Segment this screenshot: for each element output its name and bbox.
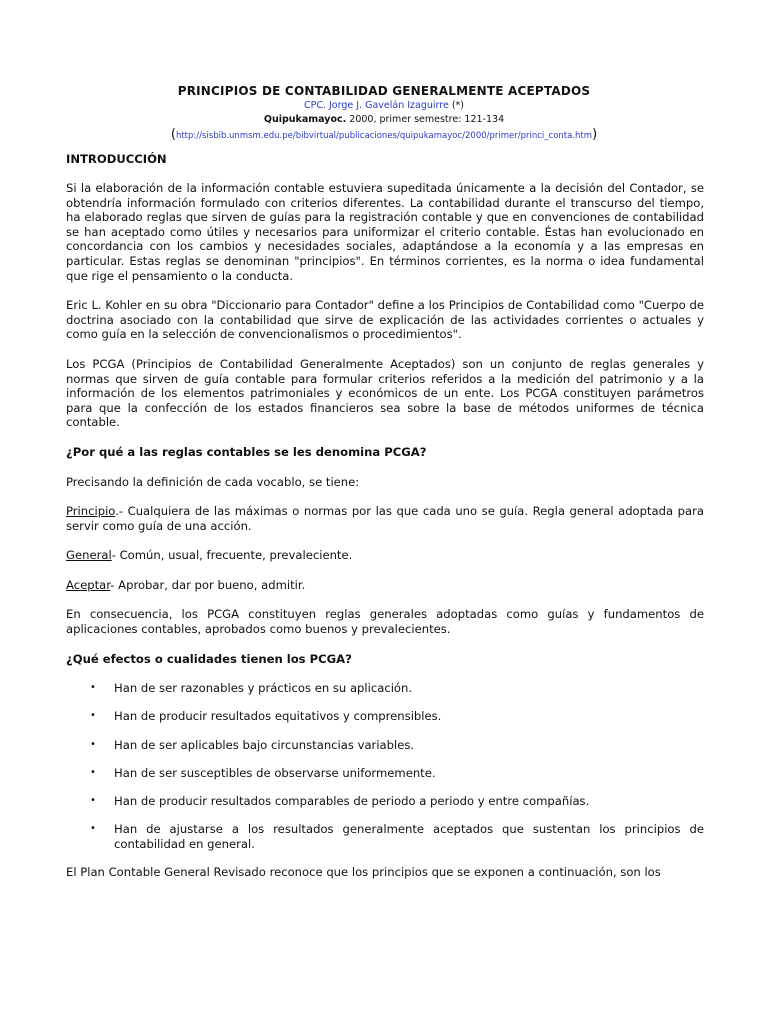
term-principio: Principio xyxy=(66,504,116,519)
url-close-paren: ) xyxy=(592,127,598,142)
list-item xyxy=(66,794,704,809)
list-item-text: Han de ser aplicables bajo circunstancias variables. xyxy=(114,737,415,752)
list-item-text: Han de ajustarse a los resultados generalmente aceptados que sustentan los principios de contabilidad en general. xyxy=(114,822,704,851)
bullet-icon: • xyxy=(90,766,96,778)
list-item xyxy=(66,681,704,696)
definition-principio xyxy=(66,504,704,533)
effects-list xyxy=(66,681,704,851)
document-body xyxy=(66,152,704,895)
list-item xyxy=(66,738,704,753)
intro-heading: INTRODUCCIÓN xyxy=(66,152,167,166)
bullet-icon: • xyxy=(90,823,96,835)
bullet-icon: • xyxy=(90,682,96,694)
source-url-line xyxy=(0,127,768,144)
author-line xyxy=(0,99,768,113)
definition-aceptar xyxy=(66,578,704,593)
document-header xyxy=(0,83,768,144)
why-intro: Precisando la definición de cada vocablo, se tiene: xyxy=(66,474,360,489)
list-item-text: Han de ser razonables y prácticos en su aplicación. xyxy=(114,681,413,696)
definition-general xyxy=(66,548,704,563)
definition-text: - Común, usual, frecuente, prevaleciente. xyxy=(111,548,353,563)
journal-details: 2000, primer semestre: 121-134 xyxy=(346,114,505,125)
list-item xyxy=(66,766,704,781)
list-item xyxy=(66,822,704,851)
term-general: General xyxy=(66,548,112,563)
bullet-icon: • xyxy=(90,738,96,750)
author-note: (*) xyxy=(448,100,465,111)
list-item-text: Han de ser susceptibles de observarse uniformemente. xyxy=(114,765,436,780)
term-aceptar: Aceptar xyxy=(66,577,111,592)
document-title: PRINCIPIOS DE CONTABILIDAD GENERALMENTE ACEPTADOS xyxy=(177,84,591,98)
why-pcga-heading: ¿Por qué a las reglas contables se les denomina PCGA? xyxy=(66,444,427,459)
intro-paragraph-2: Eric L. Kohler en su obra "Diccionario para Contador" define a los Principios de Contabilidad como "Cuerpo de doctrina asociado con la contabilidad que sirve de explicación de las actividades corrientes o actuales y como guía en la selección de convencionalismos o procedimientos". xyxy=(66,298,704,342)
why-conclusion: En consecuencia, los PCGA constituyen reglas generales adoptadas como guías y fundamentos de aplicaciones contables, aprobados como buenos y prevalecientes. xyxy=(66,607,704,637)
bullet-icon: • xyxy=(90,795,96,806)
list-item-text: Han de producir resultados equitativos y comprensibles. xyxy=(114,709,442,724)
author-link[interactable]: CPC. Jorge J. Gavelán Izaguirre xyxy=(303,100,449,111)
bullet-icon: • xyxy=(90,710,96,722)
journal-name: Quipukamayoc. xyxy=(263,114,347,125)
definition-text: .- Cualquiera de las máximas o normas por las que cada uno se guía. Regla general adoptada para servir como guía de una acción. xyxy=(66,504,704,533)
intro-paragraph-3: Los PCGA (Principios de Contabilidad Generalmente Aceptados) son un conjunto de reglas generales y normas que sirven de guía contable para formular criterios referidos a la medición del patrimonio y a la información de los elementos patrimoniales y económicos de un ente. Los PCGA constituyen parámetros para que la confección de los estados financieros sea sobre la base de métodos uniformes de técnica contable. xyxy=(66,356,704,430)
journal-line xyxy=(0,113,768,127)
effects-heading: ¿Qué efectos o cualidades tienen los PCGA? xyxy=(66,651,352,666)
intro-paragraph-1: Si la elaboración de la información contable estuviera supeditada únicamente a la decisión del Contador, se obtendría información formulado con criterios diferentes. La contabilidad durante el transcurso del tiempo, ha elaborado reglas que sirven de guías para la registración contable y que en convenciones de contabilidad se han aceptado como útiles y necesarios para uniformizar el criterio contable. Éstas han evolucionado en concordancia con los cambios y necesidades sociales, adaptándose a la economía y a las empresas en particular. Estas reglas se denominan "principios". En términos corrientes, es la norma o idea fundamental que rige el pensamiento o la conducta. xyxy=(66,181,704,283)
url-open-paren: ( xyxy=(170,127,176,142)
definition-text: - Aprobar, dar por bueno, admitir. xyxy=(110,577,306,592)
closing-paragraph: El Plan Contable General Revisado reconoce que los principios que se exponen a continuación, son los xyxy=(66,864,661,879)
source-url-link[interactable]: http://sisbib.unmsm.edu.pe/bibvirtual/publicaciones/quipukamayoc/2000/primer/princi_conta.htm xyxy=(175,131,593,141)
list-item-text: Han de producir resultados comparables de periodo a periodo y entre compañías. xyxy=(114,794,590,808)
list-item xyxy=(66,709,704,724)
